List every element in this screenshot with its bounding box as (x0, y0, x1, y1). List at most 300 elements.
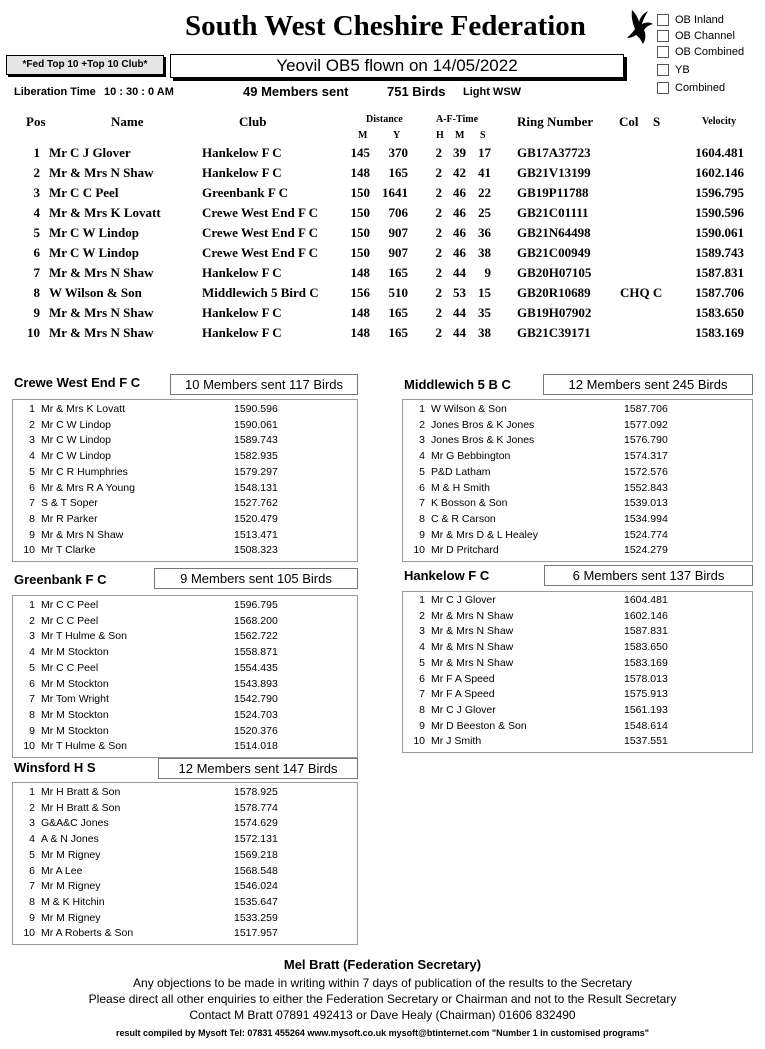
list-pos: 3 (419, 625, 425, 638)
category-label: OB Combined (675, 46, 745, 58)
cell-hours: 2 (435, 245, 442, 260)
list-item (403, 735, 752, 751)
col-header-sex: S (653, 114, 661, 129)
list-pos: 1 (29, 403, 35, 415)
cell-velocity: 1587.831 (695, 265, 744, 280)
list-pos: 4 (29, 833, 35, 846)
list-name: Mr M Stockton (41, 724, 109, 737)
cell-seconds: 17 (478, 145, 491, 160)
list-velocity: 1517.957 (234, 927, 278, 940)
list-pos: 7 (29, 497, 35, 510)
list-name: M & K Hitchin (41, 895, 105, 908)
col-header-hours: H (436, 130, 444, 141)
cell-hours: 2 (435, 145, 442, 160)
list-name: W Wilson & Son (431, 403, 507, 415)
list-item (403, 434, 752, 450)
cell-pos: 6 (33, 245, 40, 260)
club-members-sent: 9 Members sent 105 Birds (154, 568, 358, 589)
cell-yards: 706 (388, 205, 408, 220)
cell-ring: GB21C00949 (517, 245, 591, 260)
list-name: Mr C C Peel (41, 599, 99, 611)
club-title-hankelow-f-c: Hankelow F C (404, 568, 490, 583)
list-velocity: 1539.013 (624, 497, 668, 510)
list-item (403, 594, 752, 610)
page-title: South West Cheshire Federation (185, 10, 586, 42)
list-pos: 9 (419, 719, 425, 732)
list-velocity: 1552.843 (624, 481, 668, 494)
club-list (402, 399, 753, 562)
results-row (0, 305, 765, 325)
list-item (403, 482, 752, 498)
list-velocity: 1590.596 (234, 403, 278, 415)
list-pos: 6 (29, 864, 35, 877)
col-header-distance: Distance (366, 114, 403, 125)
cell-minutes: 46 (453, 245, 466, 260)
list-name: S & T Soper (41, 497, 98, 510)
list-item (13, 529, 357, 545)
list-name: Mr J Smith (431, 735, 482, 748)
list-pos: 10 (23, 544, 35, 557)
cell-col: CHQ C (620, 285, 663, 300)
list-pos: 3 (419, 434, 425, 447)
list-velocity: 1572.131 (234, 833, 278, 846)
category-yb[interactable] (657, 62, 690, 78)
col-header-yards: Y (393, 130, 401, 141)
cell-name: Mr C J Glover (49, 145, 131, 160)
cell-velocity: 1596.795 (695, 185, 744, 200)
list-pos: 1 (419, 403, 425, 415)
cell-ring: GB20H07105 (517, 265, 592, 280)
list-item (13, 482, 357, 498)
list-item (403, 688, 752, 704)
list-item (13, 544, 357, 560)
list-name: Mr & Mrs D & L Healey (431, 528, 538, 541)
list-item (13, 630, 357, 646)
birds-sent: 751 Birds (387, 84, 446, 99)
cell-miles: 145 (350, 145, 370, 160)
list-name: Mr & Mrs K Lovatt (41, 403, 126, 415)
list-pos: 9 (29, 911, 35, 924)
list-item (13, 450, 357, 466)
list-pos: 2 (29, 418, 35, 431)
list-item (403, 513, 752, 529)
cell-seconds: 41 (478, 165, 491, 180)
list-velocity: 1589.743 (234, 434, 278, 447)
cell-miles: 148 (350, 325, 370, 340)
cell-yards: 165 (388, 265, 408, 280)
cell-seconds: 25 (478, 205, 491, 220)
cell-miles: 148 (350, 305, 370, 320)
cell-yards: 370 (388, 145, 408, 160)
cell-velocity: 1602.146 (695, 165, 744, 180)
cell-minutes: 46 (453, 185, 466, 200)
list-velocity: 1577.092 (624, 418, 668, 431)
cell-miles: 148 (350, 265, 370, 280)
list-name: C & R Carson (431, 512, 496, 525)
list-velocity: 1587.831 (624, 625, 668, 638)
cell-minutes: 42 (453, 165, 466, 180)
list-item (13, 615, 357, 631)
cell-seconds: 36 (478, 225, 491, 240)
cell-ring: GB21V13199 (517, 165, 591, 180)
list-name: Mr C W Lindop (41, 418, 112, 431)
list-velocity: 1578.013 (624, 672, 668, 685)
cell-seconds: 9 (484, 265, 491, 280)
checkbox[interactable] (657, 30, 669, 42)
list-name: Mr M Rigney (41, 880, 101, 893)
list-name: Mr C W Lindop (41, 434, 112, 447)
cell-pos: 2 (33, 165, 40, 180)
list-velocity: 1533.259 (234, 911, 278, 924)
list-velocity: 1583.650 (624, 641, 668, 654)
cell-yards: 510 (388, 285, 408, 300)
footer-contact: Contact M Bratt 07891 492413 or Dave Healy (Chairman) 01606 832490 (189, 1008, 576, 1022)
checkbox[interactable] (657, 46, 669, 58)
col-header-col: Col (619, 114, 639, 129)
club-list (402, 591, 753, 753)
cell-minutes: 53 (453, 285, 466, 300)
cell-name: Mr C C Peel (49, 185, 119, 200)
cell-velocity: 1587.706 (695, 285, 744, 300)
cell-club: Hankelow F C (202, 265, 282, 280)
list-item (13, 419, 357, 435)
cell-name: Mr & Mrs N Shaw (49, 325, 154, 340)
list-velocity: 1572.576 (624, 465, 668, 478)
liberation-label: Liberation Time (14, 86, 96, 98)
club-members-sent: 12 Members sent 147 Birds (158, 758, 358, 779)
cell-hours: 2 (435, 185, 442, 200)
list-velocity: 1558.871 (234, 646, 278, 659)
col-header-aftime: A-F-Time (436, 114, 479, 125)
cell-club: Hankelow F C (202, 165, 282, 180)
club-list (12, 782, 358, 945)
secretary-name: Mel Bratt (Federation Secretary) (283, 957, 482, 972)
list-pos: 7 (29, 880, 35, 893)
cell-ring: GB17A37723 (517, 145, 591, 160)
list-pos: 8 (29, 708, 35, 721)
list-pos: 10 (413, 735, 425, 748)
cell-yards: 165 (388, 325, 408, 340)
list-name: Mr T Hulme & Son (41, 740, 127, 753)
cell-name: W Wilson & Son (49, 285, 142, 300)
list-pos: 2 (29, 801, 35, 814)
list-velocity: 1543.893 (234, 677, 278, 690)
club-list (12, 399, 358, 562)
category-ob-combined[interactable] (657, 44, 744, 60)
race-title: Yeovil OB5 flown on 14/05/2022 (170, 54, 624, 78)
list-velocity: 1524.774 (624, 528, 668, 541)
list-name: G&A&C Jones (41, 817, 109, 830)
cell-velocity: 1590.061 (695, 225, 744, 240)
list-pos: 6 (419, 672, 425, 685)
list-pos: 7 (419, 688, 425, 701)
cell-ring: GB21C39171 (517, 325, 591, 340)
list-pos: 6 (419, 481, 425, 494)
col-header-ring: Ring Number (517, 114, 594, 129)
list-pos: 4 (29, 646, 35, 659)
list-name: K Bosson & Son (431, 497, 508, 510)
list-pos: 5 (29, 661, 35, 674)
category-label: YB (675, 64, 690, 76)
list-pos: 5 (419, 656, 425, 669)
fed-top-tag: *Fed Top 10 +Top 10 Club* (6, 55, 164, 75)
list-item (403, 403, 752, 419)
list-name: Mr & Mrs N Shaw (431, 656, 514, 669)
list-name: Mr A Roberts & Son (41, 927, 134, 940)
footer-credits: result compiled by Mysoft Tel: 07831 455264 www.mysoft.co.uk mysoft@btinternet.com "Number 1 in customised programs" (116, 1028, 649, 1038)
list-item (13, 912, 357, 928)
list-item (403, 704, 752, 720)
cell-hours: 2 (435, 225, 442, 240)
cell-hours: 2 (435, 265, 442, 280)
list-name: Mr M Stockton (41, 708, 109, 721)
footer-objections: Any objections to be made in writing within 7 days of publication of the results to the Secretary (133, 976, 632, 990)
checkbox[interactable] (657, 82, 669, 94)
list-pos: 4 (29, 450, 35, 463)
list-name: Jones Bros & K Jones (431, 418, 535, 431)
list-item (13, 513, 357, 529)
cell-club: Crewe West End F C (202, 225, 319, 240)
list-pos: 1 (29, 786, 35, 798)
cell-hours: 2 (435, 205, 442, 220)
list-velocity: 1568.200 (234, 614, 278, 627)
col-header-miles: M (358, 130, 368, 141)
club-title-winsford-h-s: Winsford H S (14, 760, 96, 775)
list-item (13, 865, 357, 881)
cell-ring: GB19H07902 (517, 305, 592, 320)
list-velocity: 1582.935 (234, 450, 278, 463)
list-name: Mr F A Speed (431, 672, 495, 685)
list-velocity: 1508.323 (234, 544, 278, 557)
list-velocity: 1548.614 (624, 719, 668, 732)
list-item (403, 450, 752, 466)
list-pos: 3 (29, 630, 35, 643)
col-header-name: Name (111, 114, 144, 129)
list-item (403, 497, 752, 513)
cell-miles: 156 (350, 285, 370, 300)
list-name: Mr C J Glover (431, 703, 496, 716)
cell-seconds: 22 (478, 185, 491, 200)
category-combined[interactable] (657, 80, 725, 96)
cell-pos: 3 (33, 185, 40, 200)
list-name: Jones Bros & K Jones (431, 434, 535, 447)
cell-yards: 165 (388, 305, 408, 320)
list-item (403, 673, 752, 689)
cell-seconds: 15 (478, 285, 491, 300)
cell-club: Middlewich 5 Bird C (202, 285, 319, 300)
list-pos: 3 (29, 434, 35, 447)
list-velocity: 1542.790 (234, 693, 278, 706)
list-item (13, 646, 357, 662)
cell-minutes: 44 (453, 265, 466, 280)
category-ob-channel[interactable] (657, 28, 735, 44)
list-name: Mr & Mrs N Shaw (41, 528, 124, 541)
list-velocity: 1574.317 (624, 450, 668, 463)
list-name: Mr C C Peel (41, 614, 99, 627)
cell-hours: 2 (435, 285, 442, 300)
cell-seconds: 35 (478, 305, 491, 320)
list-name: Mr C W Lindop (41, 450, 112, 463)
list-pos: 1 (419, 594, 425, 606)
list-item (13, 880, 357, 896)
cell-miles: 150 (350, 205, 370, 220)
list-item (403, 641, 752, 657)
cell-velocity: 1583.169 (695, 325, 744, 340)
list-pos: 4 (419, 450, 425, 463)
list-name: Mr F A Speed (431, 688, 495, 701)
list-item (403, 720, 752, 736)
cell-velocity: 1583.650 (695, 305, 744, 320)
cell-pos: 9 (33, 305, 40, 320)
list-name: Mr M Rigney (41, 911, 101, 924)
cell-minutes: 44 (453, 305, 466, 320)
list-velocity: 1520.479 (234, 512, 278, 525)
checkbox[interactable] (657, 64, 669, 76)
liberation-time: 10 : 30 : 0 AM (104, 86, 174, 98)
list-pos: 8 (29, 895, 35, 908)
list-name: Mr D Pritchard (431, 544, 499, 557)
list-item (403, 466, 752, 482)
cell-velocity: 1590.596 (695, 205, 744, 220)
cell-ring: GB19P11788 (517, 185, 589, 200)
cell-miles: 150 (350, 225, 370, 240)
list-pos: 1 (29, 599, 35, 611)
club-members-sent: 6 Members sent 137 Birds (544, 565, 753, 586)
cell-miles: 150 (350, 245, 370, 260)
list-pos: 8 (419, 703, 425, 716)
cell-ring: GB21C01111 (517, 205, 589, 220)
list-item (13, 725, 357, 741)
list-item (13, 497, 357, 513)
list-pos: 7 (29, 693, 35, 706)
list-name: Mr Tom Wright (41, 693, 109, 706)
cell-miles: 150 (350, 185, 370, 200)
results-row (0, 285, 765, 305)
col-header-pos: Pos (26, 114, 46, 129)
list-name: Mr A Lee (41, 864, 83, 877)
category-ob-inland[interactable] (657, 12, 724, 28)
footer-enquiries: Please direct all other enquiries to either the Federation Secretary or Chairman and not to the Result Secretary (88, 992, 677, 1006)
club-members-sent: 12 Members sent 245 Birds (543, 374, 753, 395)
list-pos: 10 (23, 927, 35, 940)
list-item (13, 599, 357, 615)
list-pos: 2 (419, 609, 425, 622)
results-row (0, 145, 765, 165)
cell-club: Crewe West End F C (202, 245, 319, 260)
cell-pos: 10 (27, 325, 40, 340)
list-item (403, 529, 752, 545)
cell-minutes: 46 (453, 205, 466, 220)
list-name: M & H Smith (431, 481, 490, 494)
list-velocity: 1514.018 (234, 740, 278, 753)
list-item (13, 678, 357, 694)
list-pos: 3 (29, 817, 35, 830)
club-title-greenbank-f-c: Greenbank F C (14, 572, 107, 587)
cell-velocity: 1604.481 (695, 145, 744, 160)
list-pos: 8 (419, 512, 425, 525)
list-velocity: 1561.193 (624, 703, 668, 716)
list-item (403, 625, 752, 641)
list-pos: 5 (29, 848, 35, 861)
cell-pos: 5 (33, 225, 40, 240)
results-row (0, 185, 765, 205)
list-velocity: 1524.279 (624, 544, 668, 557)
cell-name: Mr & Mrs N Shaw (49, 265, 154, 280)
list-pos: 2 (419, 418, 425, 431)
col-header-velocity: Velocity (702, 116, 737, 127)
list-item (13, 927, 357, 943)
list-name: Mr H Bratt & Son (41, 801, 121, 814)
list-velocity: 1590.061 (234, 418, 278, 431)
list-name: Mr M Stockton (41, 677, 109, 690)
list-item (13, 802, 357, 818)
list-pos: 2 (29, 614, 35, 627)
cell-minutes: 44 (453, 325, 466, 340)
cell-name: Mr & Mrs K Lovatt (49, 205, 161, 220)
cell-minutes: 46 (453, 225, 466, 240)
list-pos: 5 (419, 465, 425, 478)
results-row (0, 165, 765, 185)
checkbox[interactable] (657, 14, 669, 26)
list-velocity: 1513.471 (234, 528, 278, 541)
list-velocity: 1537.551 (624, 735, 668, 748)
results-row (0, 245, 765, 265)
list-velocity: 1568.548 (234, 864, 278, 877)
club-title-crewe-west-end-f-c: Crewe West End F C (14, 375, 141, 390)
cell-pos: 8 (33, 285, 40, 300)
cell-yards: 165 (388, 165, 408, 180)
list-pos: 4 (419, 641, 425, 654)
list-pos: 7 (419, 497, 425, 510)
list-name: Mr & Mrs N Shaw (431, 609, 514, 622)
category-label: OB Inland (675, 14, 724, 26)
club-members-sent: 10 Members sent 117 Birds (170, 374, 358, 395)
list-item (13, 896, 357, 912)
cell-yards: 907 (388, 225, 408, 240)
cell-club: Hankelow F C (202, 145, 282, 160)
list-velocity: 1579.297 (234, 465, 278, 478)
list-pos: 9 (29, 528, 35, 541)
list-name: Mr M Stockton (41, 646, 109, 659)
list-velocity: 1527.762 (234, 497, 278, 510)
list-item (403, 544, 752, 560)
cell-pos: 7 (33, 265, 40, 280)
list-item (13, 662, 357, 678)
cell-minutes: 39 (453, 145, 466, 160)
list-velocity: 1546.024 (234, 880, 278, 893)
list-name: Mr T Clarke (41, 544, 96, 557)
list-item (13, 403, 357, 419)
cell-hours: 2 (435, 305, 442, 320)
list-velocity: 1604.481 (624, 594, 668, 606)
list-pos: 8 (29, 512, 35, 525)
results-row (0, 205, 765, 225)
pigeon-logo-icon (624, 8, 654, 46)
cell-name: Mr & Mrs N Shaw (49, 305, 154, 320)
cell-club: Hankelow F C (202, 325, 282, 340)
list-pos: 9 (419, 528, 425, 541)
cell-club: Hankelow F C (202, 305, 282, 320)
cell-name: Mr & Mrs N Shaw (49, 165, 154, 180)
club-list (12, 595, 358, 758)
list-name: Mr & Mrs R A Young (41, 481, 135, 494)
results-row (0, 325, 765, 345)
cell-seconds: 38 (478, 325, 491, 340)
list-velocity: 1554.435 (234, 661, 278, 674)
col-header-seconds: S (480, 130, 486, 141)
cell-yards: 907 (388, 245, 408, 260)
col-header-minutes: M (455, 130, 465, 141)
